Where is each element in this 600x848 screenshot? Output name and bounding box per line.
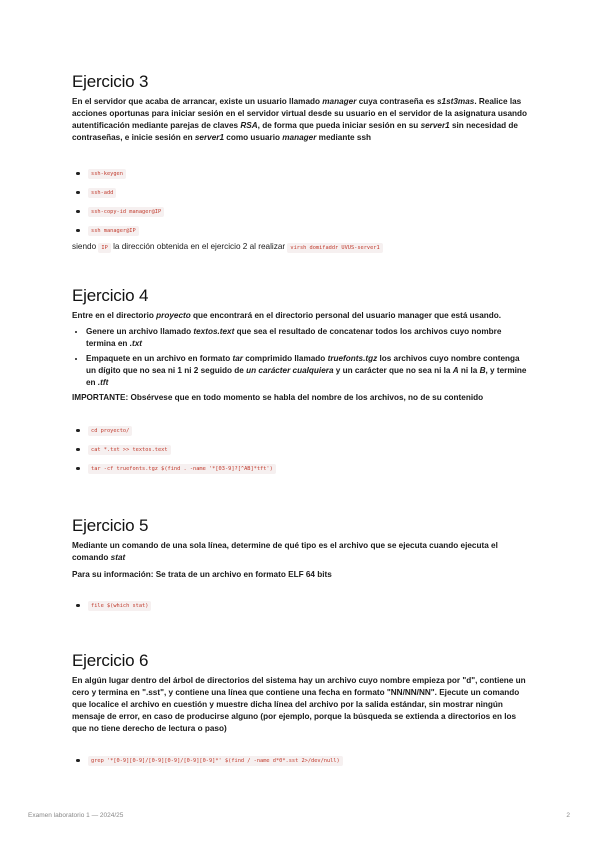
list-item [72,459,528,478]
list-item: • Empaquete en un archivo en formato tar comprimido llamado truefonts.tgz los archivos cuyo nombre contenga un dígito que no sea ni 1 ni 2 seguido de un carácter cualquiera y un carácter que no sea ni la A ni la B, y termine en .tft [86,353,528,389]
exercise-6-statement: En algún lugar dentro del árbol de directorios del sistema hay un archivo cuyo nombre empieza por "d", contiene un cero y termina en ".sst", y contiene una línea que contiene una fecha en formato "NN/NN/NN". Ejecute un comando que localice el archivo en cuestión y muestre dicha línea del archivo por la salida estándar, sin mostrar ningún mensaje de error, en caso de producirse alguno (por ejemplo, porque la búsqueda se extienda a directorios en los que no tiene derecho de lectura o paso) [72,676,526,733]
list-item [72,202,528,221]
list-item: • Genere un archivo llamado textos.text que sea el resultado de concatenar todos los archivos cuyo nombre termina en .txt [86,326,528,350]
exercise-4 [72,286,528,478]
exercise-4-statement: Entre en el directorio proyecto que encontrará en el directorio personal del usuario manager que está usando. [72,311,502,320]
exercise-4-title: Ejercicio 4 [72,286,149,305]
code-snippet: ssh manager@IP [88,226,139,236]
exercise-5 [72,516,528,615]
footer-title: Examen laboratorio 1 — 2024/25 [28,812,124,819]
page-number: 2 [566,812,570,819]
code-snippet: ssh-copy-id manager@IP [88,207,164,217]
exercise-3-note: siendo IP la dirección obtenida en el ejercicio 2 al realizar virsh domifaddr UVUS-server1 [72,241,528,254]
exercise-4-answer-list [72,421,528,478]
exercise-4-important-note: IMPORTANTE: Obsérvese que en todo momento se habla del nombre de los archivos, no de su contenido [72,393,484,402]
code-snippet: tar -cf truefonts.tgz $(find . -name '*[03-9]?[^AB]*tft') [88,464,276,474]
exercise-5-info: Para su información: Se trata de un archivo en formato ELF 64 bits [72,570,332,579]
code-snippet: virsh domifaddr UVUS-server1 [287,243,382,253]
code-snippet: IP [98,243,110,253]
exercise-3-title: Ejercicio 3 [72,72,149,91]
code-snippet: ssh-add [88,188,116,198]
exercise-6-answer-list [72,751,528,770]
list-item [72,440,528,459]
list-item [72,183,528,202]
exercise-3-statement: En el servidor que acaba de arrancar, existe un usuario llamado manager cuya contraseña es s1st3mas. Realice las acciones oportunas para iniciar sesión en el servidor virtual desde su usuario en el servidor de la asignatura usando autentificación mediante parejas de claves RSA, de forma que pueda iniciar sesión en su server1 sin necesidad de contraseñas, e inicie sesión en server1 como usuario manager mediante ssh [72,97,528,142]
list-item [72,164,528,183]
exercise-5-answer-list [72,596,528,615]
exercise-5-title: Ejercicio 5 [72,516,149,535]
code-snippet: grep '*[0-9][0-9]/[0-9][0-9]/[0-9][0-9]*' $(find / -name d*0*.sst 2>/dev/null) [88,756,343,766]
code-snippet: cat *.txt >> textos.text [88,445,171,455]
exercise-3-answer-list [72,164,528,240]
exercise-5-statement: Mediante un comando de una sola línea, determine de qué tipo es el archivo que se ejecuta cuando ejecuta el comando stat [72,541,498,562]
list-item [72,221,528,240]
list-item [72,596,528,615]
list-item [72,751,528,770]
code-snippet: file $(which stat) [88,601,151,611]
list-item [72,421,528,440]
code-snippet: ssh-keygen [88,169,126,179]
exercise-3 [72,72,528,254]
exercise-6-title: Ejercicio 6 [72,651,149,670]
code-snippet: cd proyecto/ [88,426,132,436]
exercise-4-requirements [72,326,528,389]
exercise-6 [72,651,528,770]
